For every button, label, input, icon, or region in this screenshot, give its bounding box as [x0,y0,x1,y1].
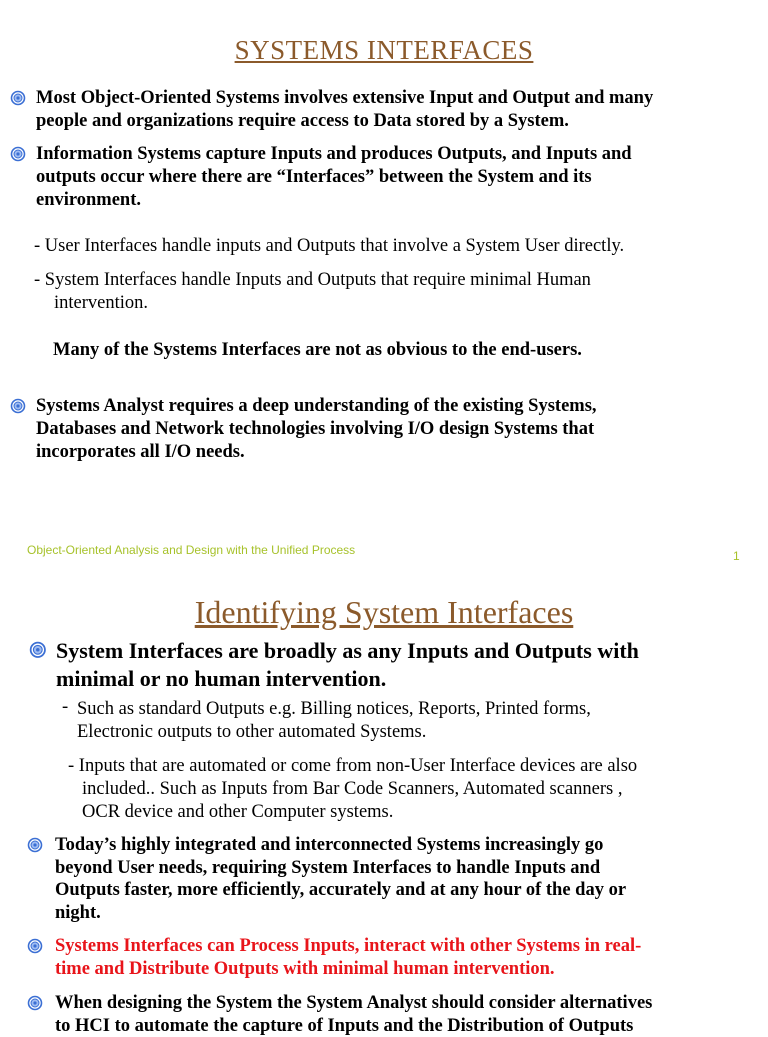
sub-point: - System Interfaces handle Inputs and Outputs that require minimal Human intervention. [34,270,591,313]
sub-point-dash: - [62,697,69,717]
note-text: Many of the Systems Interfaces are not as obvious to the end-users. [53,340,582,360]
page-number: 1 [733,549,740,563]
slide-2 [0,580,768,1036]
bullet-icon [29,641,47,659]
bullet-icon [27,837,43,853]
bullet-icon [27,938,43,954]
bullet-text: When designing the System the System Analyst should consider alternatives to HCI to automate the capture of Inputs and the Distribution of Outputs [55,993,653,1036]
bullet-text: Information Systems capture Inputs and produces Outputs, and Inputs and outputs occur where there are “Interfaces” between the System and its environment. [36,144,632,210]
slide-title: Identifying System Interfaces [194,594,574,630]
sub-point: Such as standard Outputs e.g. Billing notices, Reports, Printed forms, Electronic outputs to other automated Systems. [77,699,591,742]
highlight-bullet-text: Systems Interfaces can Process Inputs, interact with other Systems in real- time and Distribute Outputs with minimal human intervention. [55,936,642,979]
bullet-text: Systems Analyst requires a deep understanding of the existing Systems, Databases and Network technologies involving I/O design Systems that incorporates all I/O needs. [36,396,597,462]
bullet-icon [10,398,26,414]
bullet-text: System Interfaces are broadly as any Inputs and Outputs with minimal or no human intervention. [56,638,639,691]
slide-title: SYSTEMS INTERFACES [234,35,534,65]
bullet-text: Today’s highly integrated and interconnected Systems increasingly go beyond User needs, requiring System Interfaces to handle Inputs and Outputs faster, more efficiently, accurately and at any hour of the day or night. [55,835,627,923]
slide-footer: Object-Oriented Analysis and Design with the Unified Process [27,543,356,557]
bullet-text: Most Object-Oriented Systems involves extensive Input and Output and many people and organizations require access to Data stored by a System. [36,88,654,131]
bullet-icon [27,995,43,1011]
sub-point: - User Interfaces handle inputs and Outputs that involve a System User directly. [34,236,625,256]
bullet-icon [10,90,26,106]
bullet-icon [10,146,26,162]
sub-point: - Inputs that are automated or come from non-User Interface devices are also included.. Such as Inputs from Bar Code Scanners, Automated scanners , OCR device and other Computer systems. [68,756,638,822]
